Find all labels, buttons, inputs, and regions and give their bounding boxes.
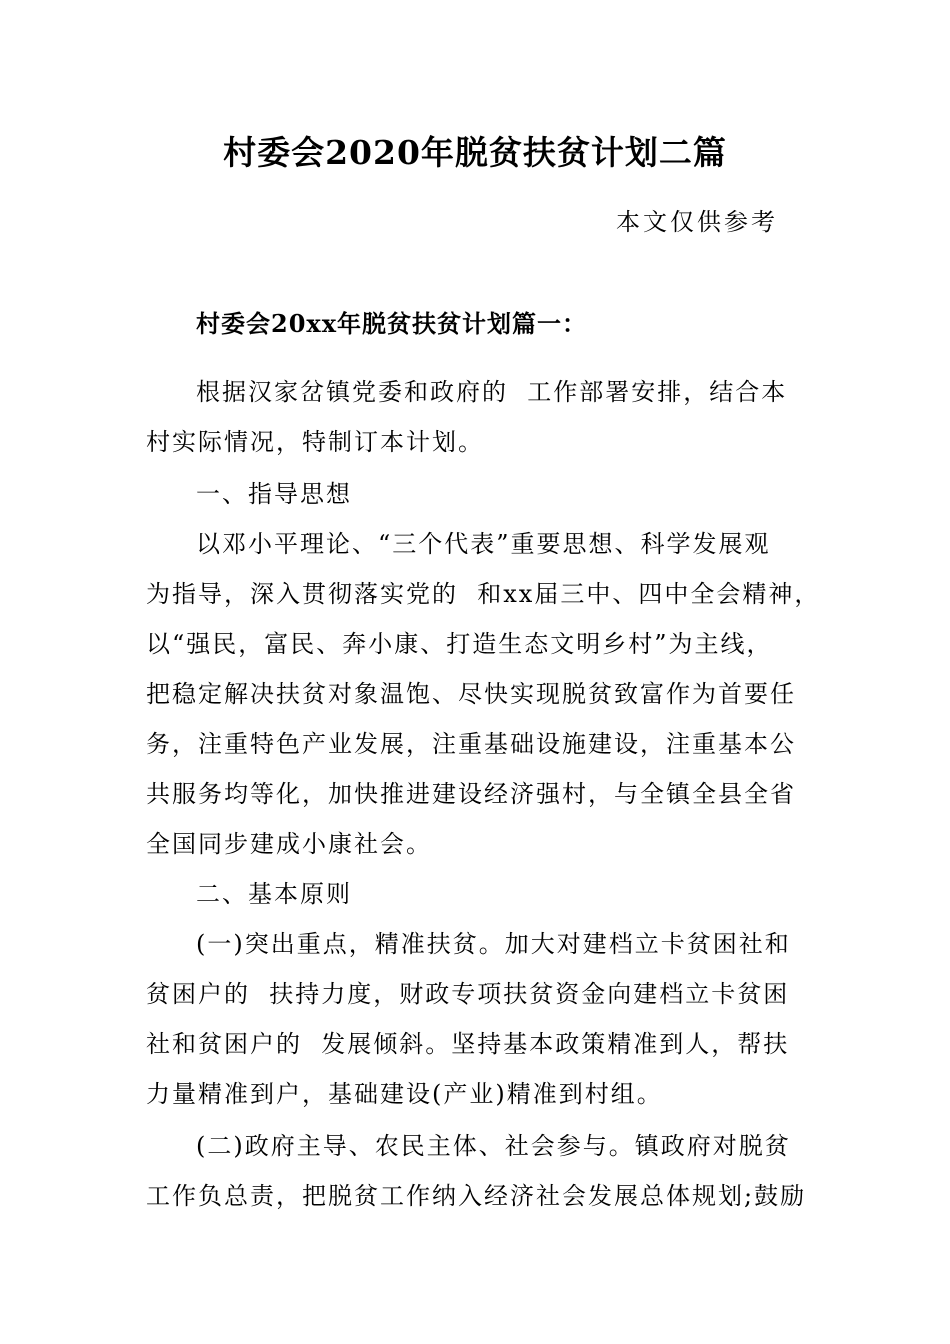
subheading-guiding-ideology: 一、指导思想 [196,480,352,508]
paragraph-line: 社和贫困户的 发展倾斜。坚持基本政策精准到人，帮扶 [146,1030,790,1058]
document-title: 村委会2020年脱贫扶贫计划二篇 [223,133,727,172]
paragraph-line: 把稳定解决扶贫对象温饱、尽快实现脱贫致富作为首要任 [146,680,796,708]
paragraph-line: 力量精准到户，基础建设(产业)精准到村组。 [146,1080,663,1108]
paragraph-line: 贫困户的 扶持力度，财政专项扶贫资金向建档立卡贫困 [146,980,790,1008]
paragraph-line: 全国同步建成小康社会。 [146,830,432,858]
paragraph-line: (一)突出重点，精准扶贫。加大对建档立卡贫困社和 [196,930,791,958]
paragraph-line: 工作负总责，把脱贫工作纳入经济社会发展总体规划;鼓励 [146,1182,807,1210]
paragraph-line: 务，注重特色产业发展，注重基础设施建设，注重基本公 [146,730,796,758]
paragraph-line: 村实际情况，特制订本计划。 [146,428,484,456]
reference-note: 本文仅供参考 [616,208,778,236]
paragraph-line: 为指导，深入贯彻落实党的 和xx届三中、四中全会精神， [146,580,821,608]
section-heading: 村委会20xx年脱贫扶贫计划篇一： [196,309,588,338]
paragraph-line: 共服务均等化，加快推进建设经济强村，与全镇全县全省 [146,780,796,808]
paragraph-line: (二)政府主导、农民主体、社会参与。镇政府对脱贫 [196,1132,791,1160]
paragraph-line: 以“强民，富民、奔小康、打造生态文明乡村”为主线， [146,630,773,658]
paragraph-line: 以邓小平理论、“三个代表”重要思想、科学发展观 [196,530,771,558]
subheading-basic-principles: 二、基本原则 [196,880,352,908]
paragraph-line: 根据汉家岔镇党委和政府的 工作部署安排，结合本 [196,378,788,406]
